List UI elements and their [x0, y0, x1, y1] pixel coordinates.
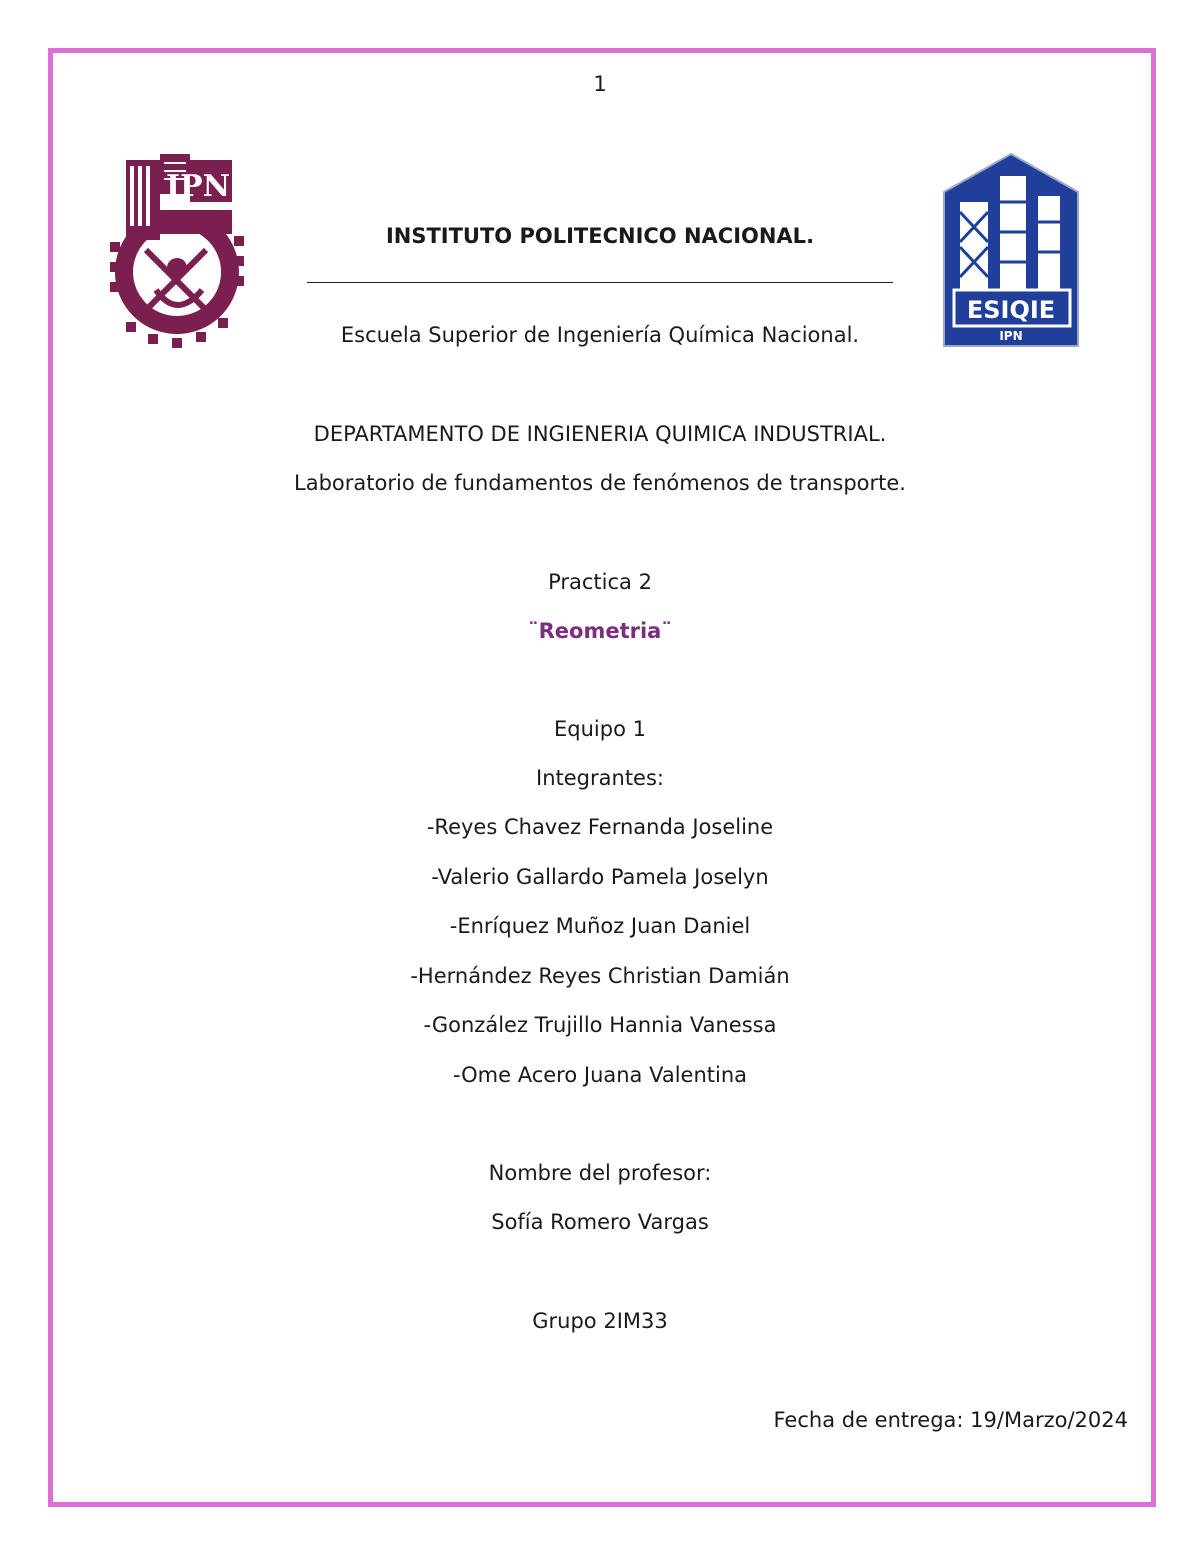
delivery-date: Fecha de entrega: 19/Marzo/2024 [773, 1408, 1128, 1432]
institute-title: INSTITUTO POLITECNICO NACIONAL. [385, 224, 815, 248]
school-name: Escuela Superior de Ingeniería Química Nacional. [340, 323, 860, 347]
esiqie-logo-subtext: IPN [999, 329, 1023, 343]
member-item: -Valerio Gallardo Pamela Joselyn [431, 865, 769, 889]
ipn-logo-icon [106, 150, 248, 350]
department-name: DEPARTAMENTO DE INGIENERIA QUIMICA INDUSTRIAL. [313, 422, 887, 446]
ipn-logo-text: IPN [166, 169, 231, 204]
title-underline [307, 282, 893, 283]
practice-title: ¨Reometria¨ [528, 619, 672, 643]
members-label: Integrantes: [536, 766, 664, 790]
professor-name: Sofía Romero Vargas [491, 1210, 709, 1234]
member-item: -Ome Acero Juana Valentina [452, 1063, 748, 1087]
member-item: -Reyes Chavez Fernanda Joseline [426, 815, 774, 839]
practice-number: Practica 2 [548, 570, 652, 594]
member-item: -Enríquez Muñoz Juan Daniel [449, 914, 751, 938]
team-label: Equipo 1 [554, 717, 646, 741]
member-item: -González Trujillo Hannia Vanessa [423, 1013, 777, 1037]
page-number: 1 [593, 72, 607, 96]
professor-label: Nombre del profesor: [488, 1161, 712, 1185]
esiqie-logo-text: ESIQIE [966, 296, 1056, 324]
laboratory-name: Laboratorio de fundamentos de fenómenos de transporte. [294, 471, 906, 495]
group-label: Grupo 2IM33 [532, 1309, 668, 1333]
member-item: -Hernández Reyes Christian Damián [410, 964, 790, 988]
esiqie-logo-icon [940, 152, 1082, 348]
